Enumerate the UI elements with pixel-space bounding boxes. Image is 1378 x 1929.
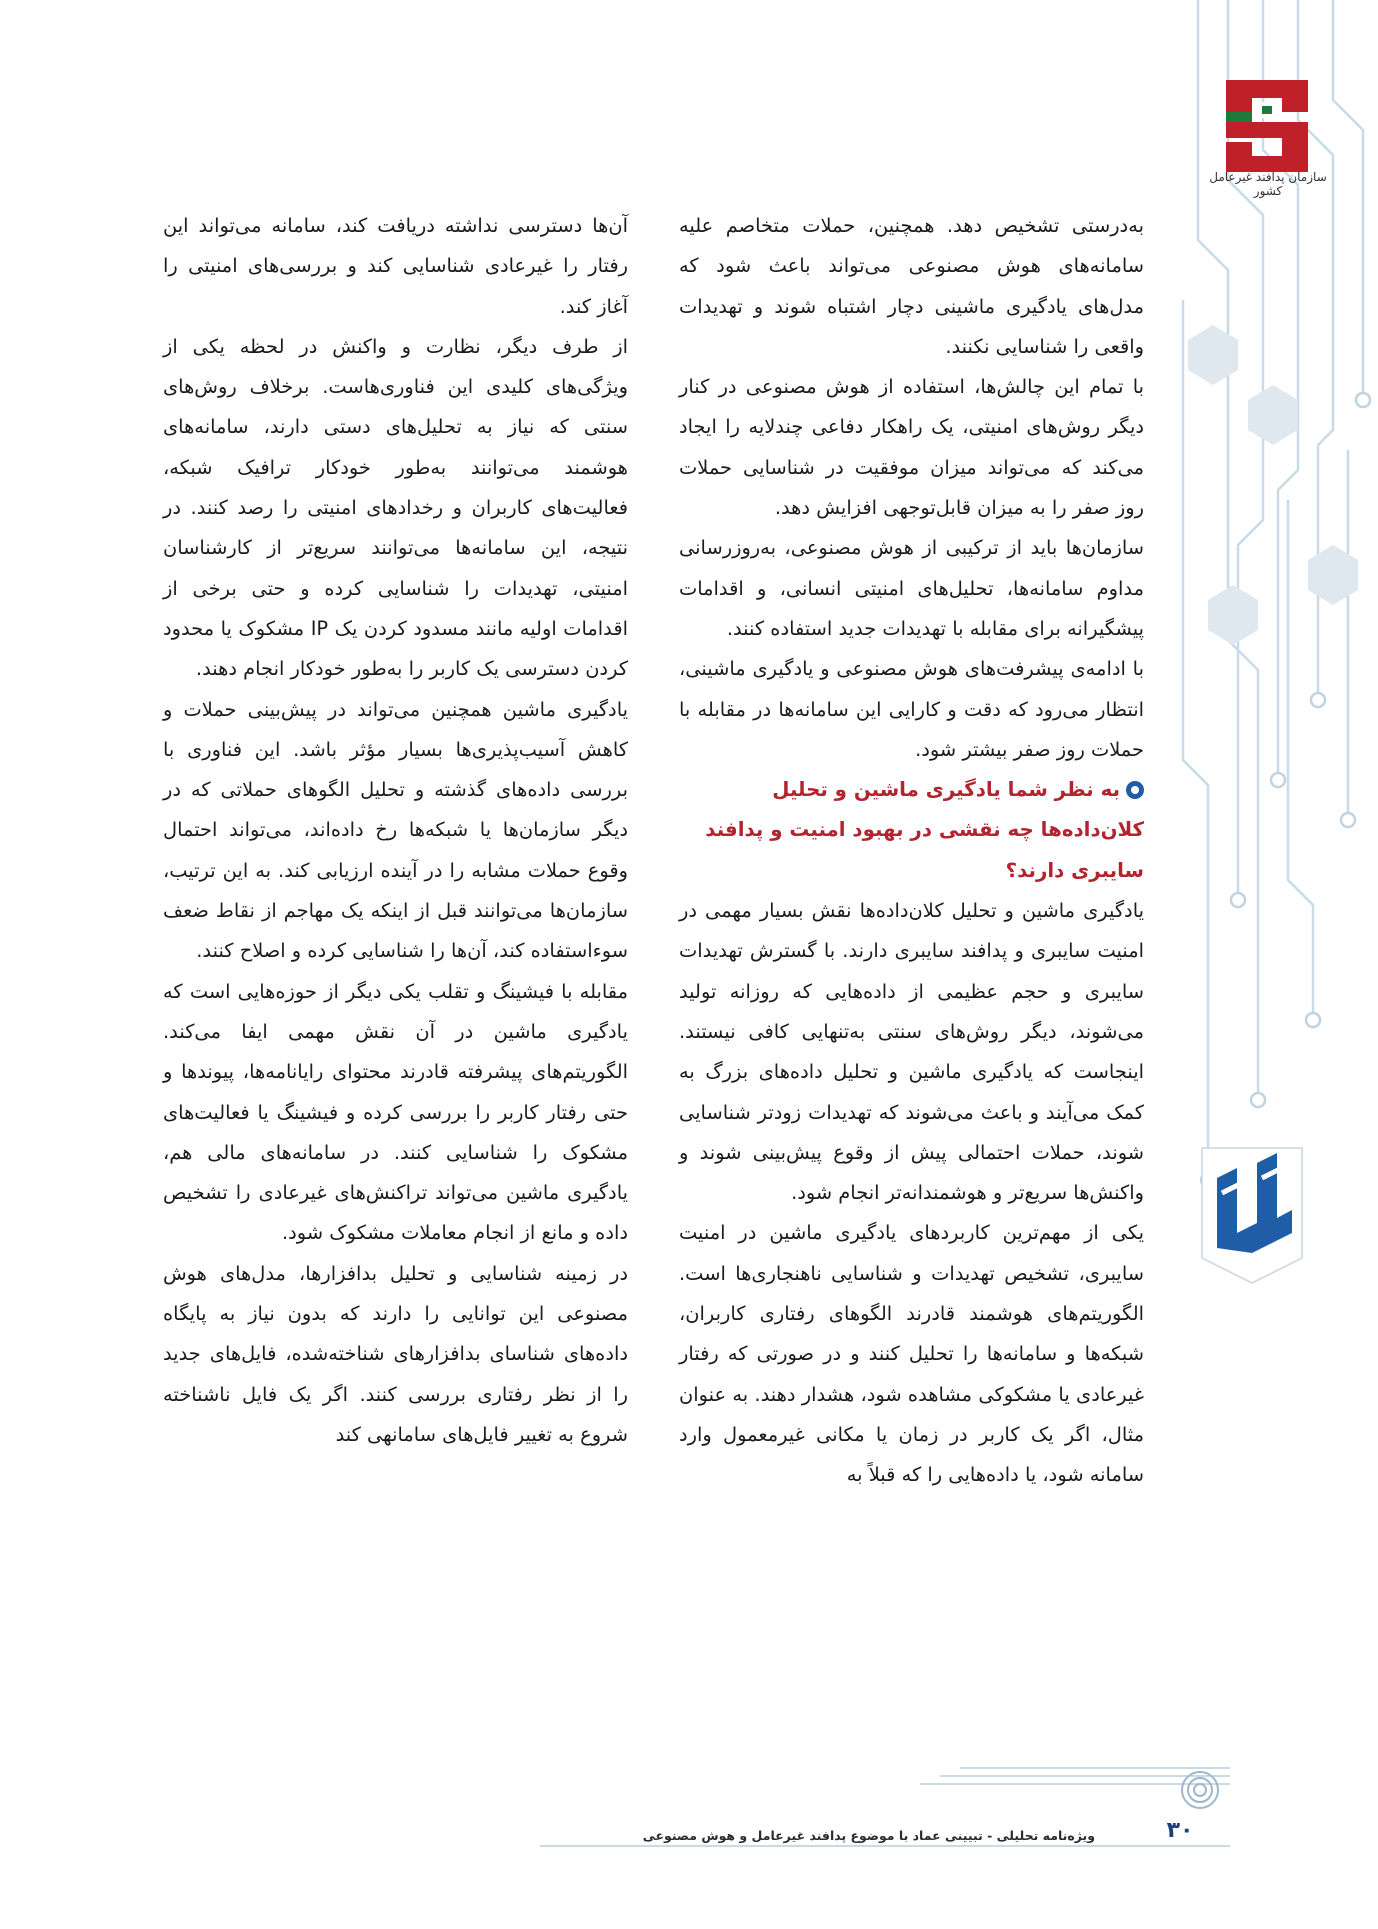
question-text: به نظر شما یادگیری ماشین و تحلیل کلان‌داده‌ها چه نقشی در بهبود امنیت و پدافند سایبری دارند؟ (705, 778, 1144, 882)
interview-question (679, 770, 1144, 891)
page-number: ۳۰ (1166, 1818, 1194, 1843)
left-text-column (163, 206, 628, 1455)
paragraph: با ادامه‌ی پیشرفت‌های هوش مصنوعی و یادگیری ماشینی، انتظار می‌رود که دقت و کارایی این سامانه‌ها در مقابله با حملات روز صفر بیشتر شود. (679, 657, 1144, 761)
paragraph: آن‌ها دسترسی نداشته دریافت کند، سامانه می‌تواند این رفتار را غیرعادی شناسایی کند و بررسی‌های امنیتی را آغاز کند. (163, 214, 628, 318)
question-bullet-icon (1126, 781, 1144, 799)
paragraph: یکی از مهم‌ترین کاربردهای یادگیری ماشین در امنیت سایبری، تشخیص تهدیدات و شناسایی ناهنجاری‌ها است. الگوریتم‌های هوشمند قادرند الگوهای رفتاری کاربران، شبکه‌ها و سامانه‌ها را تحلیل کنند و در صورتی که رفتار غیرعادی یا مشکوکی مشاهده شود، هشدار دهند. به عنوان مثال، اگر یک کاربر در زمان یا مکانی غیرمعمول وارد سامانه شود، یا داده‌هایی را که قبلاً به (679, 1221, 1144, 1487)
circuit-background (1168, 0, 1378, 1929)
paragraph: سازمان‌ها باید از ترکیبی از هوش مصنوعی، به‌روزرسانی مداوم سامانه‌ها، تحلیل‌های امنیتی انسانی، و اقدامات پیشگیرانه برای مقابله با تهدیدات جدید استفاده کنند. (679, 536, 1144, 640)
paragraph: یادگیری ماشین و تحلیل کلان‌داده‌ها نقش بسیار مهمی در امنیت سایبری و پدافند سایبری دارند. با گسترش تهدیدات سایبری و حجم عظیمی از داده‌هایی که روزانه تولید می‌شوند، دیگر روش‌های سنتی به‌تنهایی کافی نیستند. اینجاست که یادگیری ماشین و تحلیل داده‌های بزرگ به کمک می‌آیند و باعث می‌شوند که تهدیدات زودتر شناسایی شوند، حملات احتمالی پیش از وقوع پیش‌بینی شوند و واکنش‌ها سریع‌تر و هوشمندانه‌تر انجام شود. (679, 899, 1144, 1205)
paragraph: با تمام این چالش‌ها، استفاده از هوش مصنوعی در کنار دیگر روش‌های امنیتی، یک راهکار دفاعی چندلایه را ایجاد می‌کند که می‌تواند میزان موفقیت در شناسایی حملات روز صفر را به میزان قابل‌توجهی افزایش دهد. (679, 375, 1144, 520)
organization-logo (1212, 72, 1324, 182)
paragraph: یادگیری ماشین همچنین می‌تواند در پیش‌بینی حملات و کاهش آسیب‌پذیری‌ها بسیار مؤثر باشد. این فناوری با بررسی داده‌های گذشته و تحلیل الگوهای حملاتی که در دیگر سازمان‌ها یا شبکه‌ها رخ داده‌اند، می‌تواند احتمال وقوع حملات مشابه را در آینده ارزیابی کند. به این ترتیب، سازمان‌ها می‌توانند قبل از اینکه یک مهاجم از نقاط ضعف سوءاستفاده کند، آن‌ها را شناسایی کرده و اصلاح کنند. (163, 697, 628, 963)
logo-caption: سازمان پدافند غیرعامل کشور (1209, 170, 1327, 198)
paragraph: از طرف دیگر، نظارت و واکنش در لحظه یکی از ویژگی‌های کلیدی این فناوری‌هاست. برخلاف روش‌های سنتی که نیاز به تحلیل‌های دستی دارند، سامانه‌های هوشمند می‌توانند به‌طور خودکار ترافیک شبکه، فعالیت‌های کاربران و رخدادهای امنیتی را رصد کنند. در نتیجه، این سامانه‌ها می‌توانند سریع‌تر از کارشناسان امنیتی، تهدیدات را شناسایی کرده و حتی برخی از اقدامات اولیه مانند مسدود کردن یک IP مشکوک یا محدود کردن دسترسی یک کاربر را به‌طور خودکار انجام دهند. (163, 334, 628, 681)
paragraph: در زمینه شناسایی و تحلیل بدافزارها، مدل‌های هوش مصنوعی این توانایی را دارند که بدون نیاز به پایگاه داده‌های شناسای بدافزارهای شناخته‌شده، فایل‌های جدید را از نظر رفتاری بررسی کنند. اگر یک فایل ناشناخته شروع به تغییر فایل‌های سامانهی کند (163, 1261, 628, 1446)
imad-logo (1192, 1138, 1312, 1288)
paragraph: به‌درستی تشخیص دهد. همچنین، حملات متخاصم علیه سامانه‌های هوش مصنوعی می‌تواند باعث شود که مدل‌های یادگیری ماشینی دچار اشتباه شوند و تهدیدات واقعی را شناسایی نکنند. (679, 214, 1144, 358)
footer-caption: ویژه‌نامه تحلیلی - تبیینی عماد با موضوع پدافند غیرعامل و هوش مصنوعی (642, 1828, 1095, 1843)
right-text-column (679, 206, 1144, 1496)
paragraph: مقابله با فیشینگ و تقلب یکی دیگر از حوزه‌هایی است که یادگیری ماشین در آن نقش مهمی ایفا می‌کند. الگوریتم‌های پیشرفته قادرند محتوای رایانامه‌ها، پیوندها و حتی رفتار کاربر را بررسی کرده و فیشینگ یا فعالیت‌های مشکوک را شناسایی کنند. در سامانه‌های مالی هم، یادگیری ماشین می‌تواند تراکنش‌های غیرعادی را تشخیص داده و مانع از انجام معاملات مشکوک شود. (163, 979, 628, 1245)
